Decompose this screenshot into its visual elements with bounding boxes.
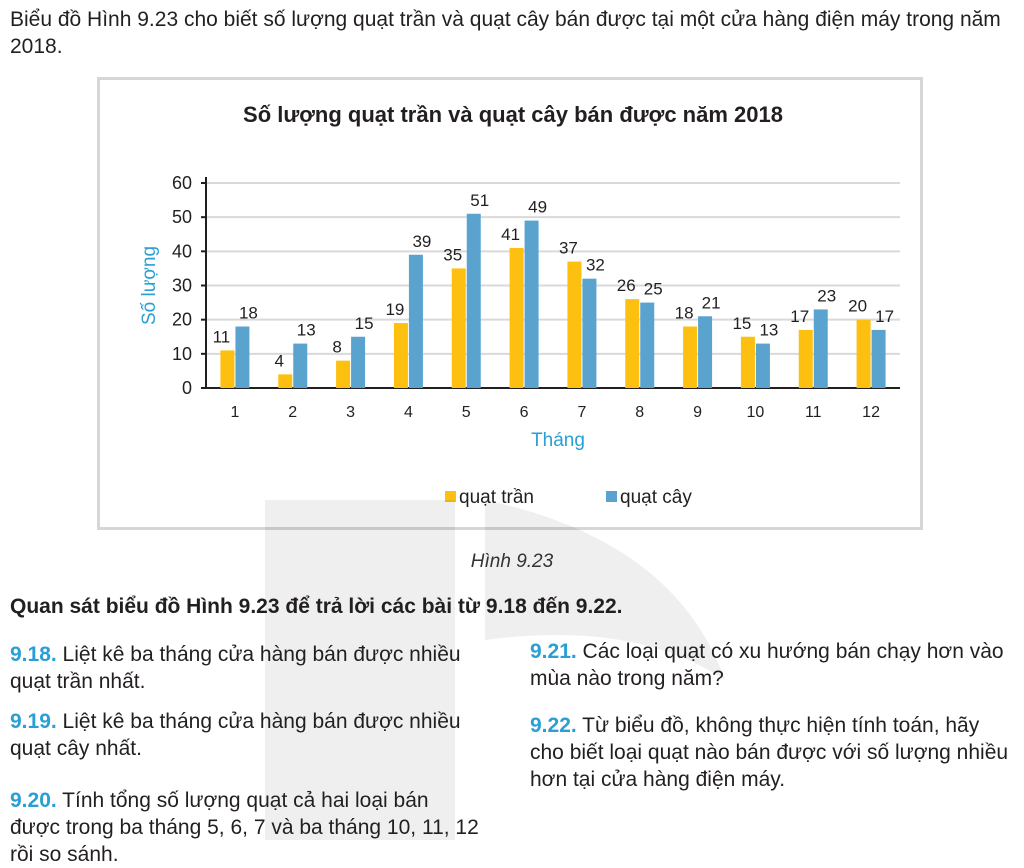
bar-quat-cay (525, 221, 539, 388)
question-9-21 (530, 638, 1010, 692)
x-axis-label: Tháng (531, 430, 585, 451)
x-tick-label: 12 (862, 404, 880, 421)
question-number: 9.21. (530, 640, 577, 663)
bar-quat-tran (336, 361, 350, 388)
data-label: 20 (848, 296, 868, 316)
question-text: Từ biểu đồ, không thực hiện tính toán, hãy cho biết loại quạt nào bán được với số lượng nhiều hơn tại cửa hàng điện máy. (530, 714, 1009, 791)
bar-quat-cay (814, 309, 828, 388)
legend-swatch (445, 491, 456, 502)
data-label: 13 (759, 320, 779, 340)
bar-quat-tran (857, 320, 871, 388)
question-number: 9.22. (530, 714, 577, 737)
bar-quat-tran (220, 350, 234, 388)
data-label: 11 (212, 327, 231, 347)
data-label: 18 (238, 303, 258, 323)
y-tick-label: 50 (171, 207, 192, 228)
bar-quat-tran (741, 337, 755, 388)
intro-paragraph: Biểu đồ Hình 9.23 cho biết số lượng quạt trần và quạt cây bán được tại một cửa hàng điện máy trong năm 2018. (10, 8, 1001, 58)
question-9-22 (530, 712, 1010, 793)
x-tick-label: 5 (461, 404, 471, 421)
question-text: Liệt kê ba tháng cửa hàng bán được nhiều quạt cây nhất. (10, 710, 461, 760)
figure-caption: Hình 9.23 (470, 551, 554, 572)
instruction: Quan sát biểu đồ Hình 9.23 để trả lời các bài từ 9.18 đến 9.22. (10, 595, 623, 618)
data-label: 23 (817, 286, 837, 306)
chart-frame (97, 77, 923, 530)
bar-quat-tran (683, 327, 697, 389)
data-label: 17 (790, 306, 810, 326)
data-label: 51 (470, 190, 490, 210)
data-label: 37 (558, 238, 578, 258)
x-tick-label: 3 (346, 404, 356, 421)
data-label: 32 (585, 255, 605, 275)
bar-quat-cay (467, 214, 481, 388)
bar-quat-cay (640, 303, 654, 388)
question-text: Tính tổng số lượng quạt cả hai loại bán được trong ba tháng 5, 6, 7 và ba tháng 10, 11, 12 rồi so sánh. (10, 789, 479, 866)
x-tick-label: 7 (577, 404, 587, 421)
y-tick-label: 60 (171, 173, 192, 193)
question-number: 9.18. (10, 643, 57, 666)
data-label: 15 (732, 313, 752, 333)
legend-label: quạt trần (459, 487, 534, 508)
bar-quat-cay (409, 255, 423, 388)
data-label: 4 (274, 351, 284, 371)
y-tick-label: 40 (171, 241, 192, 262)
data-label: 19 (385, 300, 405, 320)
x-tick-label: 1 (230, 404, 240, 421)
question-9-18 (10, 641, 480, 695)
data-label: 49 (528, 197, 548, 217)
bar-quat-cay (756, 344, 770, 388)
bar-quat-cay (235, 327, 249, 389)
bar-chart (100, 80, 920, 527)
question-number: 9.19. (10, 710, 57, 733)
bar-quat-tran (394, 323, 408, 388)
bar-quat-cay (872, 330, 886, 388)
bar-quat-cay (293, 344, 307, 388)
question-number: 9.20. (10, 789, 57, 812)
data-label: 13 (296, 320, 316, 340)
data-label: 21 (701, 293, 721, 313)
chart-title: Số lượng quạt trần và quạt cây bán được năm 2018 (243, 102, 783, 127)
y-tick-label: 30 (171, 275, 192, 296)
data-label: 41 (501, 224, 521, 244)
question-9-20 (10, 787, 480, 868)
bar-quat-tran (567, 262, 581, 388)
legend-swatch (606, 491, 617, 502)
data-label: 35 (443, 245, 463, 265)
data-label: 26 (616, 276, 636, 296)
bar-quat-tran (799, 330, 813, 388)
bar-quat-tran (510, 248, 524, 388)
data-label: 8 (332, 337, 342, 357)
x-tick-label: 8 (635, 404, 645, 421)
bar-quat-cay (351, 337, 365, 388)
x-tick-label: 4 (403, 404, 413, 421)
data-label: 17 (875, 306, 895, 326)
x-tick-label: 10 (746, 404, 765, 421)
y-tick-label: 20 (171, 309, 192, 330)
legend-label: quạt cây (620, 487, 692, 508)
data-label: 15 (354, 313, 374, 333)
x-tick-label: 2 (288, 404, 298, 421)
bar-quat-tran (278, 374, 292, 388)
y-tick-label: 10 (171, 343, 192, 364)
bar-quat-cay (698, 316, 712, 388)
y-tick-label: 0 (181, 378, 192, 398)
bar-quat-cay (582, 279, 596, 388)
question-9-19 (10, 708, 480, 762)
x-tick-label: 9 (693, 404, 703, 421)
bar-quat-tran (625, 299, 639, 388)
question-text: Liệt kê ba tháng cửa hàng bán được nhiều quạt trần nhất. (10, 643, 461, 693)
x-tick-label: 11 (804, 404, 822, 421)
data-label: 25 (643, 279, 663, 299)
bar-quat-tran (452, 268, 466, 388)
data-label: 39 (412, 231, 432, 251)
y-axis-label: Số lượng (139, 245, 160, 326)
question-text: Các loại quạt có xu hướng bán chạy hơn vào mùa nào trong năm? (530, 640, 1004, 690)
x-tick-label: 6 (519, 404, 529, 421)
data-label: 18 (674, 303, 694, 323)
